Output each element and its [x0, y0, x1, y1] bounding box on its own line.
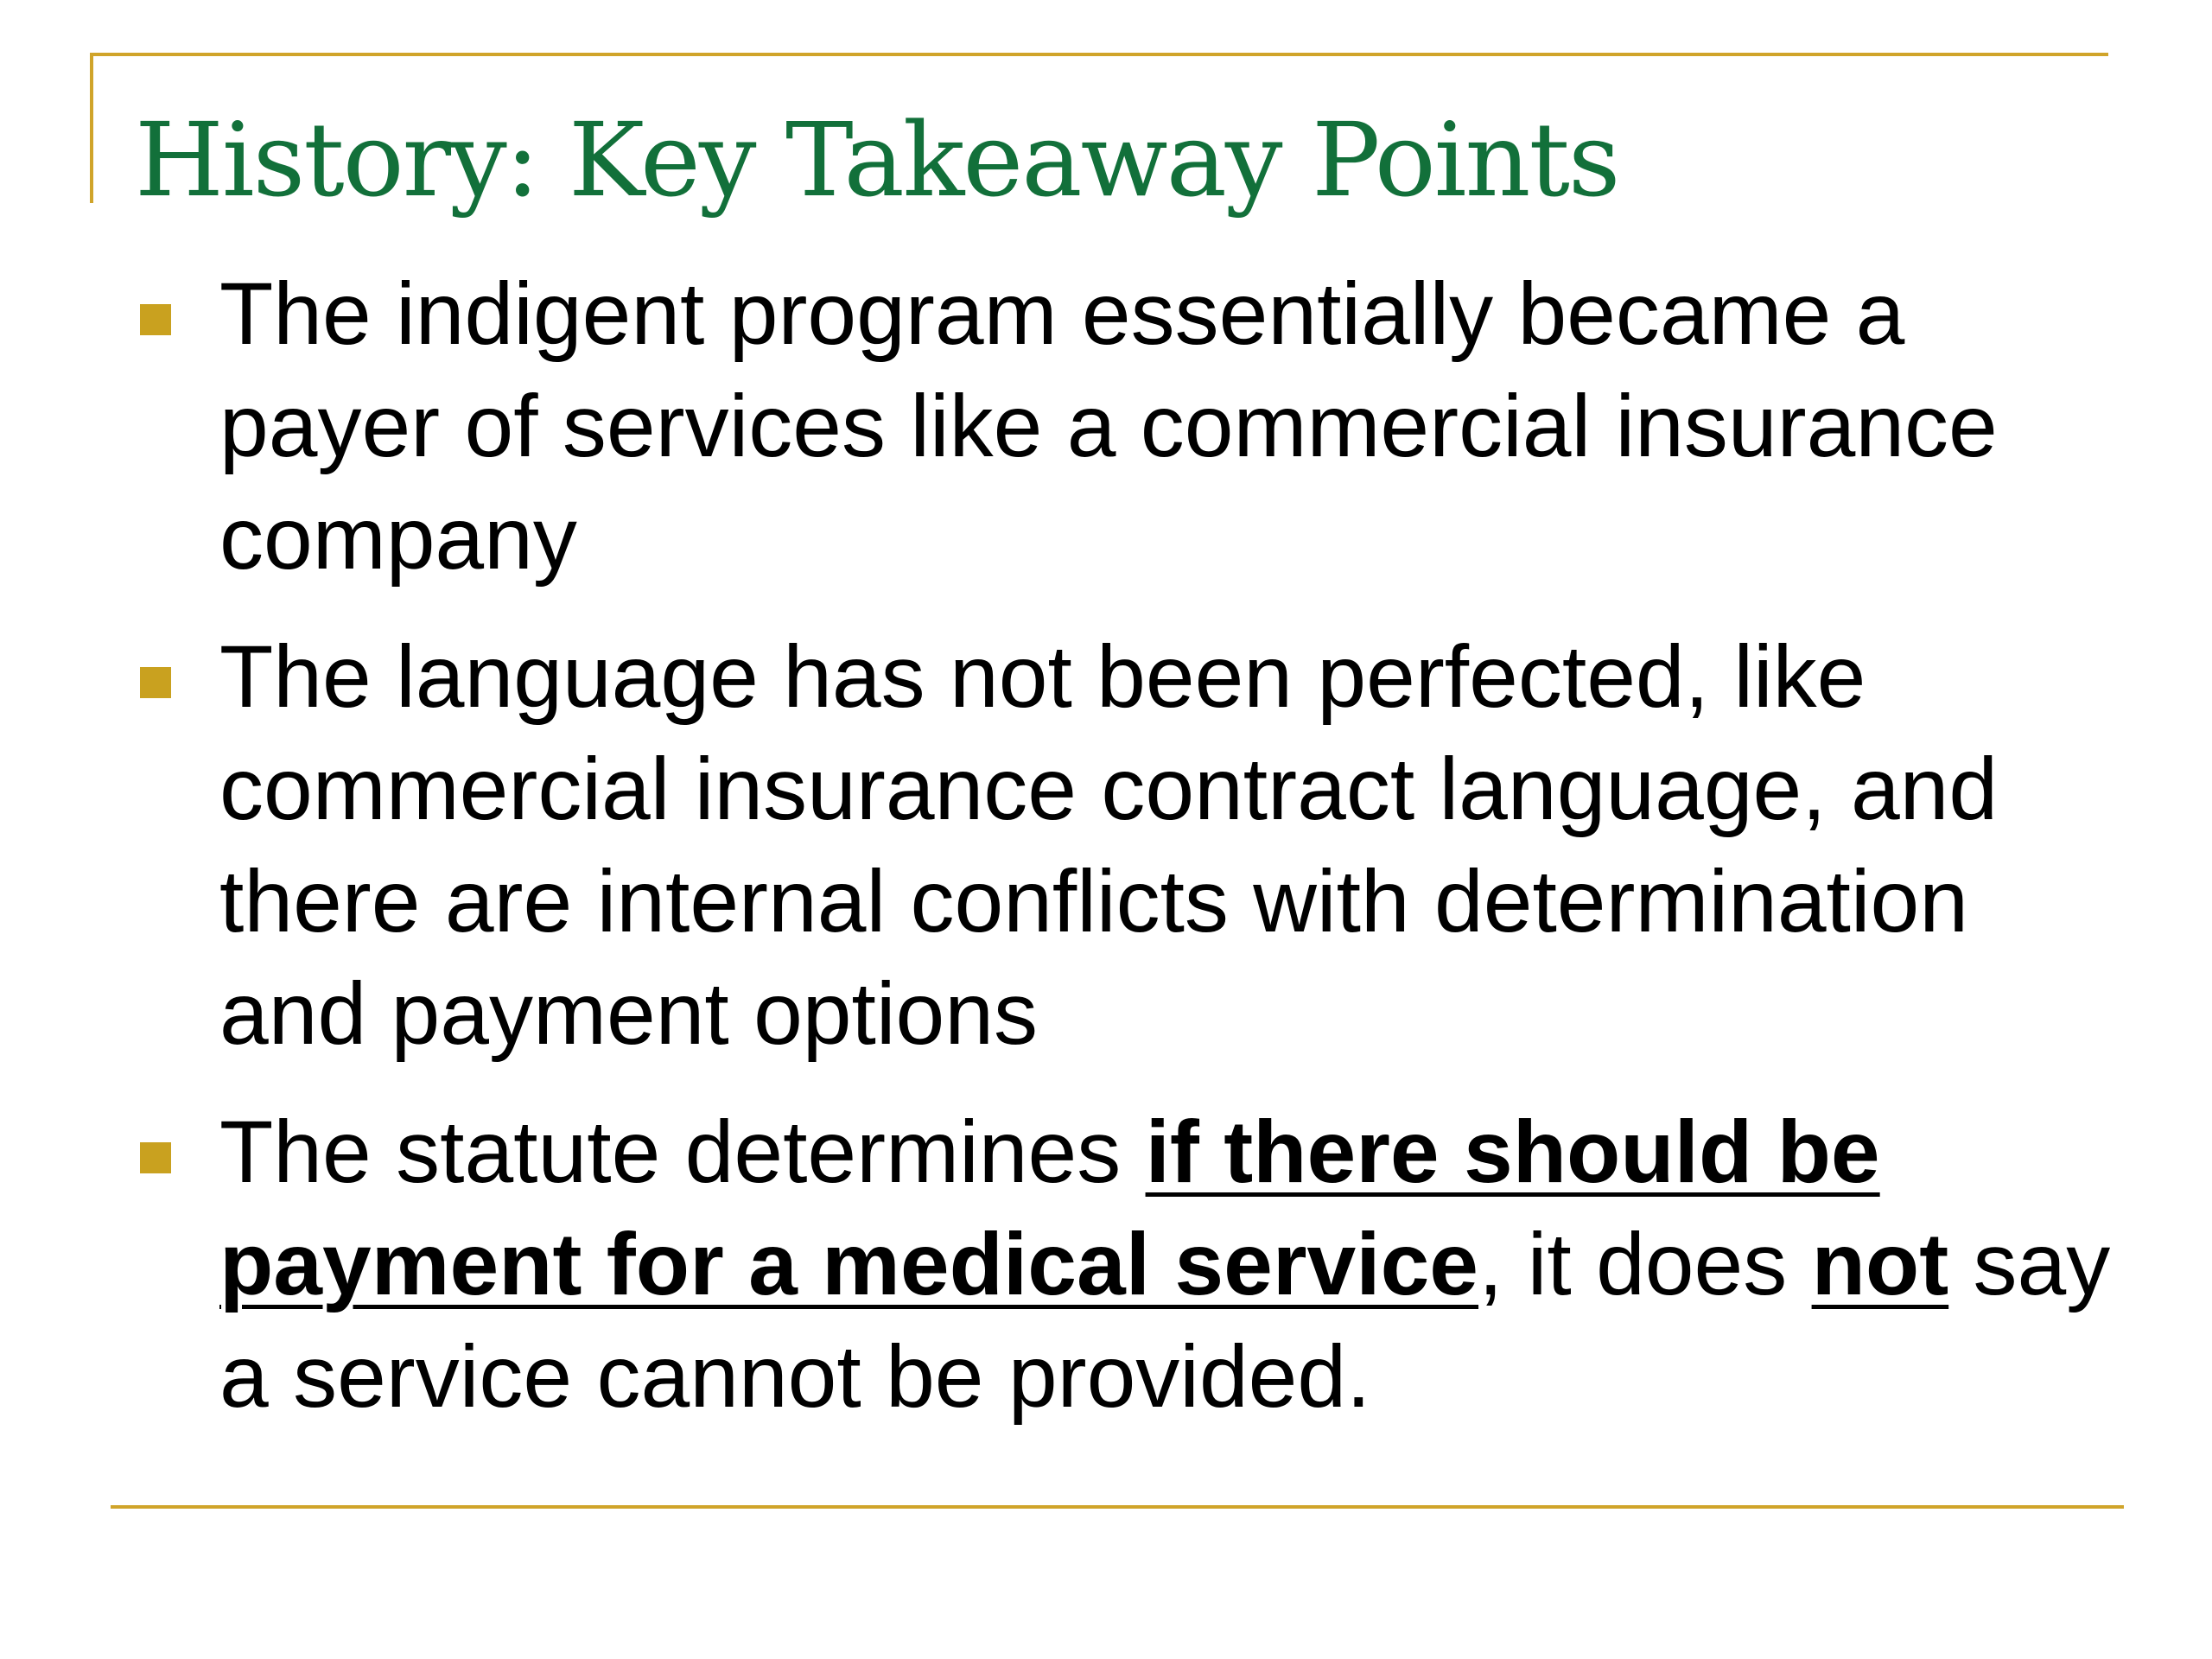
left-accent-rule [90, 53, 93, 203]
square-bullet-icon [140, 1142, 171, 1173]
bullet-item-2 [130, 620, 2126, 1070]
bullet-text-2: The language has not been perfected, like commercial insurance contract language, and there are internal conflicts with determination and payment options [219, 627, 1999, 1063]
bullet-item-1 [130, 257, 2126, 594]
bottom-accent-rule [111, 1505, 2124, 1509]
bullet-text-3-emphasis-not: not [1811, 1215, 1949, 1313]
bullet-item-3 [130, 1096, 2126, 1433]
square-bullet-icon [140, 304, 171, 335]
bullet-text-3-before: The statute determines [219, 1103, 1146, 1201]
bullet-text-3-after: say a service cannot be provided. [219, 1215, 2111, 1426]
bullet-text-3-emphasis-payment: if there should be payment for a medical service [219, 1103, 1880, 1313]
bullet-text-1: The indigent program essentially became a payer of services like a commercial insurance company [219, 264, 1998, 588]
bullet-text-3-middle: , it does [1478, 1215, 1812, 1313]
slide-title: History: Key Takeaway Points [135, 100, 1619, 219]
top-accent-rule [90, 53, 2108, 56]
square-bullet-icon [140, 667, 171, 698]
bullet-list [130, 257, 2126, 1459]
